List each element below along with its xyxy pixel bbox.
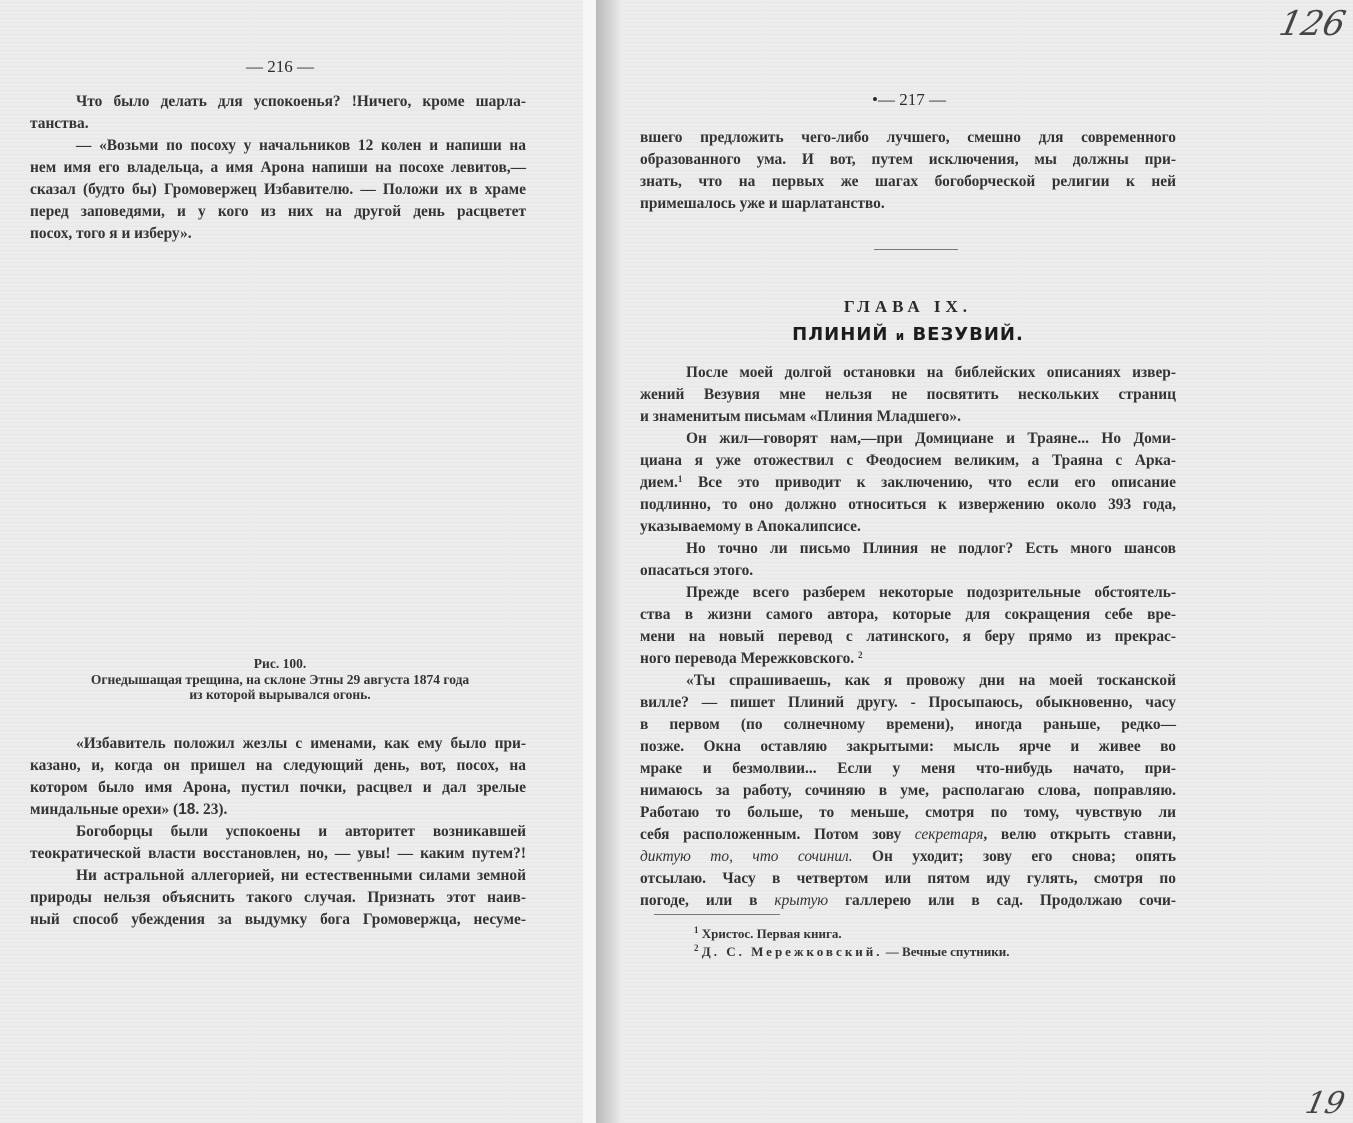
text-line: подлинно, то оно должно относиться к извержению около 393 года, <box>640 496 1176 513</box>
page-number-right: •— 217 — <box>872 90 946 109</box>
footnote-text: — Вечные спутники. <box>882 944 1010 959</box>
text-segment: миндальные орехи» ( <box>30 801 179 818</box>
text-line: вшего предложить чего-либо лучшего, смешно для современного <box>640 129 1176 146</box>
footnote-divider <box>654 914 780 915</box>
text-line: Он жил—говорят нам,—при Домициане и Траяне... Но Доми- <box>686 430 1176 447</box>
footnote-marker: 1 <box>694 925 699 935</box>
text-line: ный способ убеждения за выдумку бога Громовержца, несуме- <box>30 911 526 928</box>
chapter-heading <box>640 294 1176 350</box>
text-line: мраке и безмолвии... Если у меня что-нибудь начато, при- <box>640 760 1176 777</box>
text-segment: , велю открыть ставни, <box>983 826 1176 843</box>
text-line: вилле? — пишет Плиний другу. - Просыпаюсь, обыкновенно, часу <box>640 694 1176 711</box>
text-line: казано, и, когда он пришел на следующий день, вот, посох, на <box>30 757 526 774</box>
text-line: Работаю то больше, то меньше, смотря по тому, чувствую ли <box>640 804 1176 821</box>
text-segment: Все это приводит к заключению, что если его описание <box>682 474 1176 491</box>
caption-line: из которой вырывался огонь. <box>189 687 371 702</box>
text-segment: погоде, или в <box>640 892 775 909</box>
text-line: Что было делать для успокоенья? !Ничего, кроме шарла- <box>76 93 526 110</box>
text-line: Богоборцы были успокоены и авторитет возникавшей <box>76 823 526 840</box>
text-line: котором было имя Арона, пустил почки, расцвел и дал зрелые <box>30 779 526 796</box>
text-line: ства в жизни самого автора, которые для сокращения себе вре- <box>640 606 1176 623</box>
italic-text: крытую <box>774 892 829 909</box>
text-line: позже. Окна оставляю закрытыми: мысль ярче и живее во <box>640 738 1176 755</box>
text-line: сказал (будто бы) Громовержец Избавителю. — Положи их в храме <box>30 181 526 198</box>
chapter-title-conjunction: и <box>895 329 906 343</box>
text-line: отсылаю. Часу в четвертом или пятом иду гулять, смотря по <box>640 870 1176 887</box>
chapter-number: ГЛАВА IX. <box>843 297 973 316</box>
right-body-text <box>640 362 1176 912</box>
gutter-shadow <box>596 0 622 1123</box>
text-line: опасаться этого. <box>640 562 754 579</box>
text-line: и знаменитым письмам «Плиния Младшего». <box>640 408 961 425</box>
text-line: Ни астральной аллегорией, ни естественными силами земной <box>76 867 526 884</box>
right-page <box>640 0 1178 1123</box>
chapter-title-word: ПЛИНИЙ <box>792 324 889 345</box>
handwritten-sheet-number: 126 <box>1275 4 1350 44</box>
text-line <box>640 846 1176 868</box>
text-segment: себя расположенным. Потом зову <box>640 826 915 843</box>
section-divider <box>874 249 958 250</box>
text-line <box>640 824 1176 846</box>
italic-text: секретаря <box>914 826 984 843</box>
left-bottom-text <box>30 733 526 931</box>
text-line: в первом (по солнечному времени), иногда раньше, редко— <box>640 716 1176 733</box>
chapter-title-word: ВЕЗУВИЙ. <box>912 324 1024 345</box>
text-line: знать, что на первых же шагах богоборческой религии к ней <box>640 173 1176 190</box>
footnotes <box>694 925 1174 961</box>
text-line: Но точно ли письмо Плиния не подлог? Есть много шансов <box>686 540 1176 557</box>
figure-label: Рис. 100. <box>253 656 307 671</box>
text-line: указываемому в Апокалипсисе. <box>640 518 861 535</box>
italic-text: диктую то, что сочинил. <box>640 848 853 865</box>
text-line: «Избавитель положил жезлы с именами, как ему было при- <box>76 735 526 752</box>
text-line: перед заповедями, и у кого из них на другой день расцветет <box>30 203 526 220</box>
right-continuation-text <box>640 127 1176 215</box>
text-line: мени на новый перевод с латинского, я беру прямо из прекрас- <box>640 628 1176 645</box>
footnote-text: Христос. Первая книга. <box>701 926 842 941</box>
page-number-left: — 216 — <box>246 57 314 76</box>
text-line: Прежде всего разберем некоторые подозрительные обстоятель- <box>686 584 1176 601</box>
text-segment: галлерею или в сад. Продолжаю сочи- <box>828 892 1176 909</box>
text-segment: дием. <box>640 474 678 491</box>
text-segment: ного перевода Мережковского. <box>640 650 855 667</box>
text-line: жений Везувия мне нельзя не посвятить нескольких страниц <box>640 386 1176 403</box>
text-line: примешалось уже и шарлатанство. <box>640 195 885 212</box>
caption-line: Огнедышащая трещина, на склоне Этны 29 августа 1874 года <box>90 672 470 687</box>
text-line <box>30 799 526 821</box>
text-line: «Ты спрашиваешь, как я провожу дни на моей тосканской <box>686 672 1176 689</box>
footnote <box>694 925 1174 943</box>
text-line: природы нельзя объяснить такого случая. Признать этот наив- <box>30 889 526 906</box>
text-line <box>640 648 1176 670</box>
chapter-title <box>640 320 1176 350</box>
text-segment: . 23). <box>195 801 228 818</box>
text-line: нимаюсь за работу, сочиняю в уме, располагаю слова, поправляю. <box>640 782 1176 799</box>
left-page <box>30 0 530 1123</box>
text-line <box>640 890 1176 912</box>
footnote <box>694 943 1174 961</box>
text-line: — «Возьми по посоху у начальников 12 колен и напиши на <box>76 137 526 154</box>
footnote-marker: 2 <box>694 943 699 953</box>
text-line: образованного ума. И вот, путем исключения, мы должны при- <box>640 151 1176 168</box>
gutter-highlight <box>583 0 597 1123</box>
text-line: нем имя его владельца, а имя Арона напиши на посохе левитов,— <box>30 159 526 176</box>
handwritten-folio-number: 19 <box>1302 1086 1348 1121</box>
figure-caption <box>30 655 530 702</box>
verse-reference: 18 <box>178 801 196 818</box>
text-segment: Он уходит; зову его снова; опять <box>852 848 1176 865</box>
text-line: танства. <box>30 115 89 132</box>
text-line: теократической власти восстановлен, но, — увы! — каким путем?! <box>30 845 526 862</box>
footnote-author: Д. С. Мережковский. <box>701 944 883 959</box>
footnote-marker: 2 <box>857 650 863 660</box>
footnote-marker: 1 <box>677 474 683 484</box>
text-line: циана я уже отожествил с Феодосием великим, а Траяна с Арка- <box>640 452 1176 469</box>
text-line: После моей долгой остановки на библейских описаниях извер- <box>686 364 1176 381</box>
left-top-text <box>30 91 526 245</box>
text-line: посох, того я и изберу». <box>30 225 192 242</box>
text-line <box>640 472 1176 494</box>
